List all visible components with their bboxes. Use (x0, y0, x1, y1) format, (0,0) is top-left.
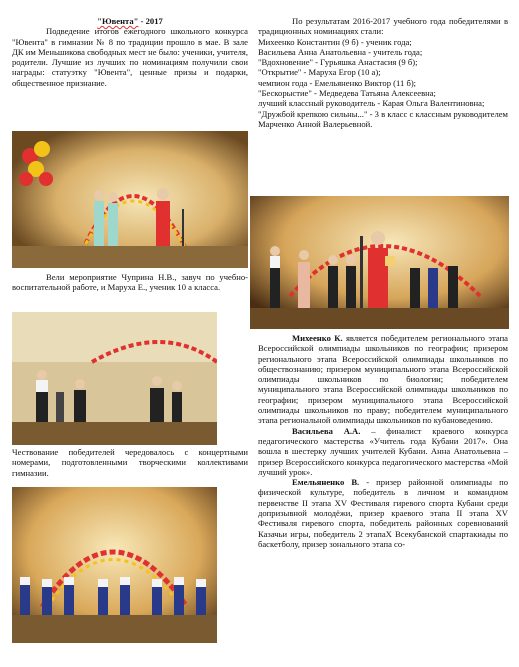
right-column (258, 16, 508, 129)
mikheenko-paragraph (258, 333, 508, 426)
title-quoted: "Ювента" (97, 16, 139, 26)
photo-hosts (12, 131, 248, 268)
caption-hosts-block (12, 272, 248, 293)
emelyanenko-paragraph (258, 477, 508, 549)
winner-line-6: лучший классный руководитель - Карая Ольга Валентиновна; (258, 98, 485, 109)
emelyanenko-text: - призер районной олимпиады по физической культуре, победитель в личном и командном первенстве II этапа XV Фестиваля гиревого спорта Кубани среди допризывной молодёжи, призер краевого этапа II этапа XV Фестиваля гиревого спорта, победитель районных соревнований Казачьи игры, победитель 2 этапаХ Всекубанской спартакиады по баскетболу, призер зонального этапа со- (258, 477, 508, 549)
vasilyeva-name: Васильева А.А. (292, 425, 361, 436)
photo-winners (250, 196, 509, 329)
caption-concert-block (12, 447, 248, 478)
winner-line-0: Михеенко Константин (9 б) - ученик года; (258, 36, 412, 47)
mikheenko-text: является победителем регионального этапа Всероссийской олимпиады школьников по географии; призером регионального этапа Всероссийской олимпиады школьников по обществознанию; призером муниципального этапа Всероссийской олимпиады школьников по биологии; победителем муниципального этапа Всероссийской олимпиады школьников по географии; призером муниципального этапа Всероссийской олимпиады школьников по праву; победителем муниципального этапа региональной олимпиады школьников по кубановедению. (258, 333, 508, 426)
winner-line-5: "Бескорыстие" - Медведева Татьяна Алексеевна; (258, 88, 436, 99)
photo-performance (12, 487, 217, 643)
winner-line-7: "Дружбой крепкою сильны..." - 3 в класс с классным руководителем Марченко Анной Валерьевной. (258, 108, 508, 129)
winner-line-3: "Открытие" - Маруха Егор (10 а); (258, 67, 381, 78)
article-title (12, 16, 248, 26)
emelyanenko-name: Емельяненко В. (292, 477, 360, 488)
intro-paragraph: Подведение итогов ежегодного школьного конкурса "Ювента" в гимназии № 8 по традиции прошло в мае. В зале ДК им Меньшикова свободных мест не было: ученики, учителя, родители. Лучшие из лучших по номинациям получили свои награды: статуэтку "Ювента", ценные призы и подарки, общественное признание. (12, 26, 248, 88)
caption-concert: Чествование победителей чередовалось с концертными номерами, подготовленными творческими коллективами гимназии. (12, 447, 248, 478)
winner-line-4: чемпион года - Емельяненко Виктор (11 б); (258, 77, 417, 88)
left-column (12, 16, 248, 88)
winners-intro: По результатам 2016-2017 учебного года победителями в традиционных номинациях стали: (258, 16, 508, 37)
photo-presenters (12, 312, 217, 445)
title-rest: - 2017 (138, 16, 163, 26)
winner-line-1: Васильева Анна Анатольевна - учитель года; (258, 46, 423, 57)
mikheenko-name: Михеенко К. (292, 333, 343, 343)
vasilyeva-paragraph (258, 426, 508, 477)
vasilyeva-text: – финалист краевого конкурса педагогического мастерства «Учитель года Кубани 2017». Она вошла в шестерку лучших учителей Кубани. Анна Анатольевна – призер Всероссийского конкурса педагогического мастерства «Мой лучший урок». (258, 425, 508, 477)
caption-hosts: Вели мероприятие Чуприна Н.В., завуч по учебно-воспитательной работе, и Маруха Е., ученик 10 а класса. (12, 272, 248, 293)
achievements-block (258, 333, 508, 549)
winner-line-2: "Вдохновение" - Гурьяшка Анастасия (9 б); (258, 57, 418, 68)
